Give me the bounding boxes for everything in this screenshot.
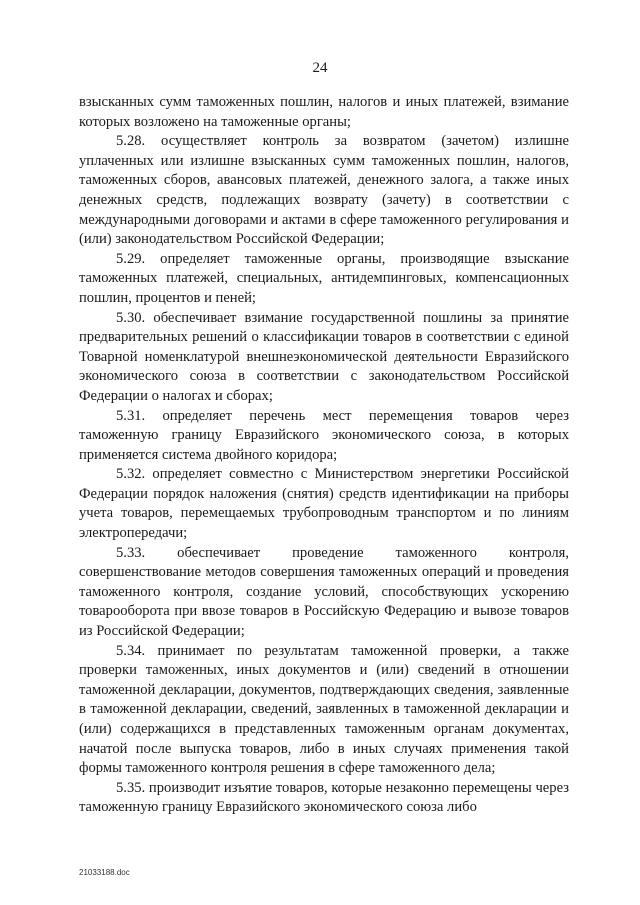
paragraph-5-30: 5.30. обеспечивает взимание государственной пошлины за принятие предварительных решений о классификации товаров в соответствии с единой Товарной номенклатурой внешнеэкономической деятельности Евразийского экономического союза в соответствии с законодательством Российской Федерации о налогах и сборах;: [79, 309, 569, 404]
paragraph-5-33: 5.33. обеспечивает проведение таможенного контроля, совершенствование методов совершения таможенных операций и проведения таможенного контроля, создание условий, способствующих ускорению товарооборота при ввозе товаров в Российскую Федерацию и вывозе товаров из Российской Федерации;: [79, 544, 569, 640]
paragraph-5-32: 5.32. определяет совместно с Министерством энергетики Российской Федерации порядок наложения (снятия) средств идентификации на приборы учета товаров, перемещаемых трубопроводным транспортом и по линиям электропередачи;: [79, 466, 569, 542]
page-number: 24: [312, 60, 328, 76]
document-body: [79, 93, 569, 818]
paragraph-continuation: взысканных сумм таможенных пошлин, налогов и иных платежей, взимание которых возложено на таможенные органы;: [79, 94, 569, 130]
paragraph-5-34: 5.34. принимает по результатам таможенной проверки, а также проверки таможенных, иных документов и (или) сведений в отношении таможенной декларации, документов, подтверждающих сведения, заявленные в таможенной декларации, сведений, заявленных в таможенной декларации и (или) содержащихся в представленных таможенным органам документах, начатой после выпуска товаров, либо в иных случаях применения такой формы таможенного контроля решения в сфере таможенного дела;: [79, 642, 569, 777]
paragraph-5-29: 5.29. определяет таможенные органы, производящие взыскание таможенных платежей, специальных, антидемпинговых, компенсационных пошлин, процентов и пеней;: [79, 250, 569, 306]
paragraph-5-35: 5.35. производит изъятие товаров, которые незаконно перемещены через таможенную границу Евразийского экономического союза либо: [79, 779, 569, 816]
paragraph-5-28: 5.28. осуществляет контроль за возвратом (зачетом) излишне уплаченных или излишне взысканных сумм таможенных пошлин, налогов, таможенных сборов, авансовых платежей, денежного залога, а также иных денежных средств, подлежащих возврату (зачету) в соответствии с международными договорами и актами в сфере таможенного регулирования и (или) законодательством Российской Федерации;: [79, 133, 569, 248]
paragraph-5-31: 5.31. определяет перечень мест перемещения товаров через таможенную границу Евразийского экономического союза, в которых применяется система двойного коридора;: [79, 407, 569, 463]
footer-filename: 21033188.doc: [79, 868, 130, 877]
